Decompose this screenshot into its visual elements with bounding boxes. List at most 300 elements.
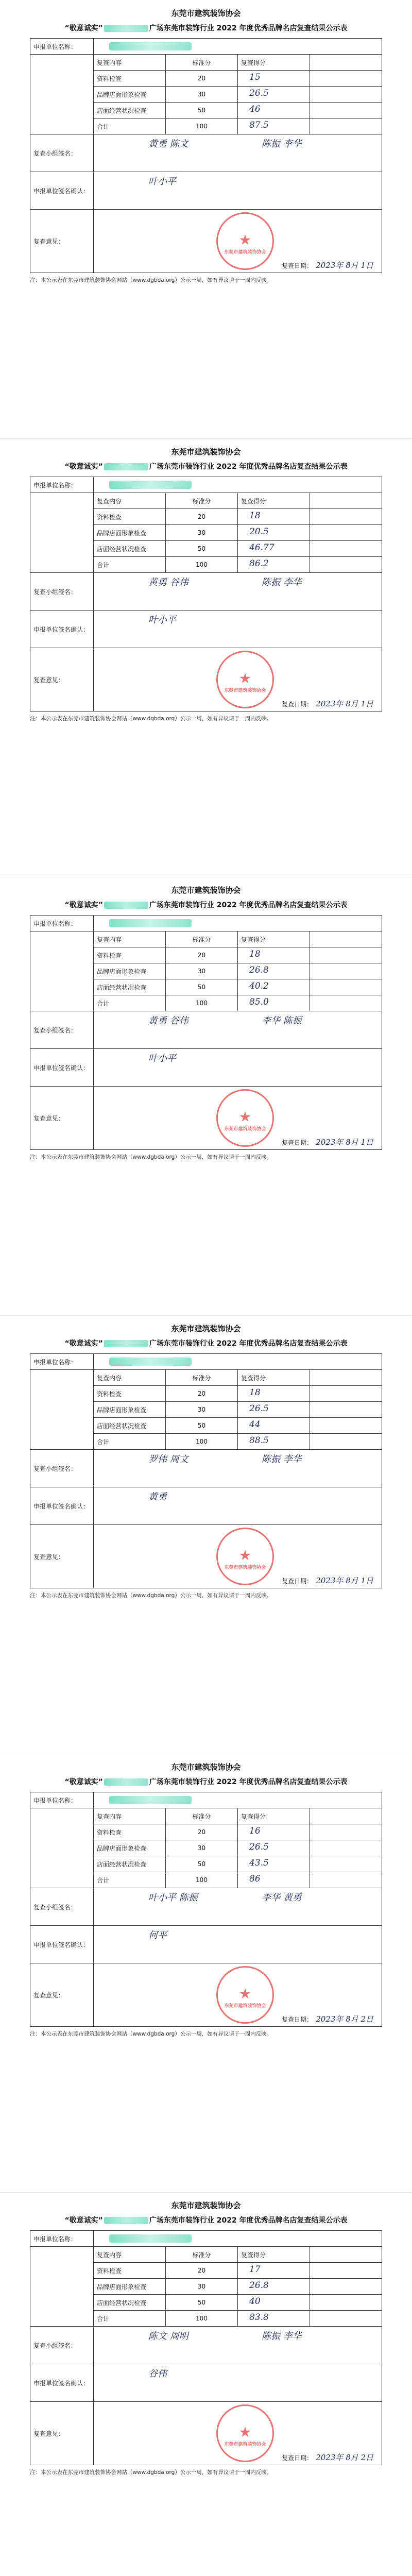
title-prefix: “敬意诚实” (64, 1778, 103, 1786)
result-operation-value: 43.5 (249, 1858, 269, 1868)
score-qualification: 20 (166, 1386, 238, 1402)
row-operation: 店面经营状况检查 (94, 2295, 166, 2311)
review-date (282, 1575, 373, 1586)
applicant-label: 申报单位名称： (30, 916, 94, 931)
blank-cell (310, 2311, 382, 2327)
redacted-applicant (109, 481, 192, 489)
applicant-name-cell (94, 1354, 382, 1370)
applicant-name-cell (94, 916, 382, 931)
row-office: 品牌店面形象检查 (94, 2279, 166, 2295)
signature-2: 陈振 李华 (262, 1454, 302, 1465)
score-total: 100 (166, 995, 238, 1011)
review-form-1 (0, 0, 412, 438)
score-total: 100 (166, 2311, 238, 2327)
official-seal (216, 1528, 274, 1585)
title-prefix: “敬意诚实” (64, 24, 103, 32)
review-table (30, 477, 382, 711)
result-qualification-value: 15 (249, 72, 261, 82)
signature-area (97, 1011, 379, 1048)
blank-cell (310, 103, 382, 118)
result-operation (238, 1418, 310, 1434)
score-office: 30 (166, 1840, 238, 1856)
date-value: 2023年 8月 1日 (316, 1576, 373, 1585)
score-operation: 50 (166, 103, 238, 118)
blank-right (310, 931, 382, 947)
blank-cell (310, 1402, 382, 1418)
blank-cell (310, 2295, 382, 2311)
blank-right (310, 2247, 382, 2263)
row-office: 品牌店面形象检查 (94, 87, 166, 103)
form-body (30, 884, 382, 1161)
confirm-label: 申报单位签名确认： (30, 1049, 94, 1087)
review-date (282, 260, 373, 270)
footnote: 注：本公示表在东莞市建筑装饰协会网站（www.dgbda.org）公示一周，如有异议请于一周内反映。 (30, 1154, 272, 1160)
blank-cell (310, 995, 382, 1011)
result-total-value: 83.8 (249, 2312, 269, 2323)
result-header: 复查得分 (238, 2247, 310, 2263)
footnote: 注：本公示表在东莞市建筑装饰协会网站（www.dgbda.org）公示一周，如有异议请于一周内反映。 (30, 1592, 272, 1599)
row-total: 合计 (94, 995, 166, 1011)
result-operation-value: 46.77 (249, 543, 274, 553)
confirm-area (97, 2364, 379, 2401)
review-date (282, 1137, 373, 1147)
form-body (30, 446, 382, 722)
blank-cell (310, 557, 382, 573)
blank-cell (310, 963, 382, 979)
opinion-label: 复查意见： (30, 210, 94, 273)
footnote: 注：本公示表在东莞市建筑装饰协会网站（www.dgbda.org）公示一周，如有异议请于一周内反映。 (30, 277, 272, 283)
title-suffix: 广场东莞市装饰行业 2022 年度优秀品牌名店复查结果公示表 (149, 463, 348, 471)
blank-cell (310, 1840, 382, 1856)
opinion-cell (94, 648, 382, 711)
blank-cell (310, 118, 382, 134)
row-qualification: 资料检查 (94, 2263, 166, 2279)
row-office: 品牌店面形象检查 (94, 525, 166, 541)
result-operation-value: 40 (249, 2296, 261, 2307)
score-qualification: 20 (166, 2263, 238, 2279)
redacted-applicant (109, 1796, 192, 1804)
official-seal (216, 651, 274, 708)
blank-cell (310, 541, 382, 557)
item-header: 复查内容 (94, 1370, 166, 1386)
signature-area (97, 1450, 379, 1487)
seal-text: 东莞市建筑装饰协会 (224, 2004, 266, 2009)
row-qualification: 资料检查 (94, 1386, 166, 1402)
page-divider (0, 2192, 412, 2193)
redacted-name (104, 2217, 148, 2224)
result-operation (238, 103, 310, 118)
signer-cell (94, 134, 382, 172)
opinion-cell (94, 2402, 382, 2465)
score-qualification: 20 (166, 509, 238, 525)
seal-text: 东莞市建筑装饰协会 (224, 1127, 266, 1132)
result-total (238, 2311, 310, 2327)
official-seal (216, 1089, 274, 1147)
applicant-name-cell (94, 477, 382, 493)
title-prefix: “敬意诚实” (64, 463, 103, 471)
confirm-label: 申报单位签名确认： (30, 172, 94, 210)
title-prefix: “敬意诚实” (64, 2216, 103, 2225)
title-prefix: “敬意诚实” (64, 1340, 103, 1348)
applicant-name-cell (94, 2231, 382, 2247)
opinion-area (97, 1525, 379, 1588)
official-seal (216, 212, 274, 270)
association-name: 东莞市建筑装饰协会 (171, 2201, 241, 2210)
applicant-label: 申报单位名称： (30, 2231, 94, 2247)
confirm-cell (94, 172, 382, 210)
opinion-area (97, 1087, 379, 1149)
signature-2: 陈振 李华 (262, 139, 302, 149)
redacted-name (104, 463, 148, 470)
date-value: 2023年 8月 1日 (316, 1138, 373, 1147)
signature-2: 李华 陈振 (262, 1015, 302, 1026)
confirm-cell (94, 1926, 382, 1963)
redacted-name (104, 902, 148, 909)
blank-right (310, 493, 382, 509)
result-office-value: 26.5 (249, 1842, 269, 1852)
score-qualification: 20 (166, 1824, 238, 1840)
result-operation-value: 40.2 (249, 981, 269, 991)
form-body (30, 7, 382, 284)
blank-cell (310, 87, 382, 103)
signature-1: 叶小平 陈振 (148, 1892, 198, 1903)
signer-cell (94, 1011, 382, 1049)
result-operation (238, 1856, 310, 1872)
row-total: 合计 (94, 1434, 166, 1450)
signature-1: 黄勇 陈文 (148, 139, 188, 149)
result-office (238, 1402, 310, 1418)
result-qualification (238, 2263, 310, 2279)
result-header: 复查得分 (238, 1370, 310, 1386)
official-seal (216, 2404, 274, 2462)
blank-cell (310, 71, 382, 87)
result-total-value: 85.0 (249, 997, 269, 1007)
date-label: 复查日期： (282, 701, 313, 708)
item-header: 复查内容 (94, 2247, 166, 2263)
title-suffix: 广场东莞市装饰行业 2022 年度优秀品牌名店复查结果公示表 (149, 901, 348, 909)
row-office: 品牌店面形象检查 (94, 1840, 166, 1856)
form-title (30, 1338, 382, 1349)
score-header: 标准分 (166, 2247, 238, 2263)
form-title (30, 2215, 382, 2226)
blank-left (30, 2247, 94, 2327)
result-operation-value: 46 (249, 104, 261, 114)
date-label: 复查日期： (282, 262, 313, 269)
row-total: 合计 (94, 118, 166, 134)
review-date (282, 2452, 373, 2463)
signer-label: 复查小组签名： (30, 1011, 94, 1049)
signer-label: 复查小组签名： (30, 573, 94, 611)
blank-cell (310, 1418, 382, 1434)
signer-cell (94, 2327, 382, 2364)
association-name: 东莞市建筑装饰协会 (171, 886, 241, 895)
result-total-value: 88.5 (249, 1435, 269, 1446)
blank-left (30, 55, 94, 134)
footnote: 注：本公示表在东莞市建筑装饰协会网站（www.dgbda.org）公示一周，如有异议请于一周内反映。 (30, 2031, 272, 2037)
review-form-6 (0, 2192, 412, 2576)
score-qualification: 20 (166, 947, 238, 963)
opinion-label: 复查意见： (30, 2402, 94, 2465)
form-title (30, 23, 382, 34)
date-label: 复查日期： (282, 1139, 313, 1146)
date-value: 2023年 8月 2日 (316, 2014, 373, 2024)
confirm-signature: 叶小平 (148, 1053, 176, 1064)
form-body (30, 1323, 382, 1599)
signature-1: 陈文 周明 (148, 2331, 188, 2342)
signer-label: 复查小组签名： (30, 1888, 94, 1926)
title-suffix: 广场东莞市装饰行业 2022 年度优秀品牌名店复查结果公示表 (149, 2216, 348, 2225)
date-label: 复查日期： (282, 2454, 313, 2462)
confirm-label: 申报单位签名确认： (30, 1926, 94, 1963)
signature-area (97, 134, 379, 172)
title-suffix: 广场东莞市装饰行业 2022 年度优秀品牌名店复查结果公示表 (149, 24, 348, 32)
blank-left (30, 1370, 94, 1450)
blank-cell (310, 979, 382, 995)
result-operation-value: 44 (249, 1419, 261, 1430)
opinion-label: 复查意见： (30, 1525, 94, 1588)
review-table (30, 2230, 382, 2465)
score-header: 标准分 (166, 1808, 238, 1824)
result-header: 复查得分 (238, 1808, 310, 1824)
confirm-signature: 叶小平 (148, 615, 176, 625)
result-office-value: 26.5 (249, 1403, 269, 1414)
redacted-applicant (109, 42, 192, 50)
review-form-4 (0, 1315, 412, 1754)
redacted-applicant (109, 919, 192, 927)
confirm-area (97, 611, 379, 648)
result-total-value: 86.2 (249, 558, 269, 569)
result-qualification (238, 1386, 310, 1402)
review-table (30, 1353, 382, 1588)
confirm-label: 申报单位签名确认： (30, 2364, 94, 2402)
result-office (238, 525, 310, 541)
result-office (238, 963, 310, 979)
review-table (30, 38, 382, 273)
item-header: 复查内容 (94, 931, 166, 947)
date-value: 2023年 8月 1日 (316, 699, 373, 708)
applicant-label: 申报单位名称： (30, 477, 94, 493)
redacted-name (104, 1340, 148, 1347)
score-operation: 50 (166, 1856, 238, 1872)
row-qualification: 资料检查 (94, 71, 166, 87)
result-total-value: 87.5 (249, 120, 269, 130)
result-total (238, 995, 310, 1011)
blank-left (30, 493, 94, 573)
result-total (238, 557, 310, 573)
score-total: 100 (166, 1872, 238, 1888)
confirm-area (97, 172, 379, 209)
association-name: 东莞市建筑装饰协会 (171, 1324, 241, 1333)
score-office: 30 (166, 87, 238, 103)
opinion-area (97, 1963, 379, 2026)
association-name: 东莞市建筑装饰协会 (171, 9, 241, 18)
form-title (30, 900, 382, 911)
signature-1: 罗伟 周文 (148, 1454, 188, 1465)
signer-label: 复查小组签名： (30, 1450, 94, 1487)
blank-cell (310, 2279, 382, 2295)
result-office-value: 26.8 (249, 965, 269, 975)
opinion-area (97, 210, 379, 273)
blank-cell (310, 1856, 382, 1872)
seal-text: 东莞市建筑装饰协会 (224, 250, 266, 255)
row-operation: 店面经营状况检查 (94, 979, 166, 995)
confirm-cell (94, 611, 382, 648)
result-qualification (238, 71, 310, 87)
result-office (238, 2279, 310, 2295)
result-operation (238, 541, 310, 557)
signature-2: 李华 黄勇 (262, 1892, 302, 1903)
result-operation (238, 979, 310, 995)
confirm-signature: 谷伟 (148, 2368, 167, 2379)
redacted-applicant (109, 1358, 192, 1366)
confirm-cell (94, 1049, 382, 1087)
row-qualification: 资料检查 (94, 1824, 166, 1840)
result-header: 复查得分 (238, 55, 310, 71)
row-operation: 店面经营状况检查 (94, 1418, 166, 1434)
score-operation: 50 (166, 979, 238, 995)
signature-area (97, 573, 379, 610)
review-form-2 (0, 438, 412, 877)
score-operation: 50 (166, 2295, 238, 2311)
signer-cell (94, 1888, 382, 1926)
opinion-label: 复查意见： (30, 1087, 94, 1150)
applicant-label: 申报单位名称： (30, 1354, 94, 1370)
row-total: 合计 (94, 1872, 166, 1888)
date-label: 复查日期： (282, 2016, 313, 2023)
confirm-cell (94, 1487, 382, 1525)
result-office (238, 1840, 310, 1856)
form-title (30, 1776, 382, 1788)
association-name: 东莞市建筑装饰协会 (171, 1762, 241, 1772)
confirm-signature: 何平 (148, 1930, 167, 1941)
result-total-value: 86 (249, 1874, 261, 1884)
blank-cell (310, 2263, 382, 2279)
confirm-label: 申报单位签名确认： (30, 611, 94, 648)
signature-2: 陈振 李华 (262, 2331, 302, 2342)
row-office: 品牌店面形象检查 (94, 963, 166, 979)
signer-cell (94, 573, 382, 611)
blank-cell (310, 1824, 382, 1840)
redacted-name (104, 1778, 148, 1786)
blank-right (310, 1370, 382, 1386)
result-office (238, 87, 310, 103)
score-total: 100 (166, 118, 238, 134)
association-name: 东莞市建筑装饰协会 (171, 447, 241, 456)
signature-1: 黄勇 谷伟 (148, 577, 188, 588)
applicant-label: 申报单位名称： (30, 39, 94, 55)
score-total: 100 (166, 1434, 238, 1450)
confirm-area (97, 1487, 379, 1524)
score-operation: 50 (166, 1418, 238, 1434)
score-office: 30 (166, 2279, 238, 2295)
opinion-label: 复查意见： (30, 648, 94, 711)
signer-label: 复查小组签名： (30, 2327, 94, 2364)
opinion-cell (94, 210, 382, 273)
blank-cell (310, 947, 382, 963)
result-total (238, 1872, 310, 1888)
result-qualification (238, 947, 310, 963)
redacted-name (104, 25, 148, 32)
score-office: 30 (166, 525, 238, 541)
page-divider (0, 438, 412, 439)
review-date (282, 698, 373, 709)
signature-2: 陈振 李华 (262, 577, 302, 588)
item-header: 复查内容 (94, 1808, 166, 1824)
confirm-cell (94, 2364, 382, 2402)
blank-left (30, 1808, 94, 1888)
signer-cell (94, 1450, 382, 1487)
score-office: 30 (166, 963, 238, 979)
score-qualification: 20 (166, 71, 238, 87)
opinion-area (97, 648, 379, 711)
score-header: 标准分 (166, 493, 238, 509)
signer-label: 复查小组签名： (30, 134, 94, 172)
confirm-signature: 黄勇 (148, 1492, 167, 1502)
score-header: 标准分 (166, 1370, 238, 1386)
blank-right (310, 1808, 382, 1824)
signature-area (97, 2327, 379, 2364)
date-value: 2023年 8月 1日 (316, 261, 373, 270)
row-operation: 店面经营状况检查 (94, 103, 166, 118)
result-header: 复查得分 (238, 493, 310, 509)
review-date (282, 2013, 373, 2024)
result-office-value: 26.8 (249, 2280, 269, 2291)
item-header: 复查内容 (94, 55, 166, 71)
row-total: 合计 (94, 2311, 166, 2327)
row-office: 品牌店面形象检查 (94, 1402, 166, 1418)
review-table (30, 1792, 382, 2027)
opinion-cell (94, 1087, 382, 1150)
result-qualification-value: 16 (249, 1826, 261, 1836)
title-prefix: “敬意诚实” (64, 901, 103, 909)
blank-cell (310, 1386, 382, 1402)
score-total: 100 (166, 557, 238, 573)
seal-text: 东莞市建筑装饰协会 (224, 2442, 266, 2447)
seal-text: 东莞市建筑装饰协会 (224, 688, 266, 693)
confirm-signature: 叶小平 (148, 176, 176, 187)
blank-cell (310, 1872, 382, 1888)
title-suffix: 广场东莞市装饰行业 2022 年度优秀品牌名店复查结果公示表 (149, 1778, 348, 1786)
official-seal (216, 1966, 274, 2024)
result-total (238, 118, 310, 134)
opinion-cell (94, 1963, 382, 2027)
signature-area (97, 1888, 379, 1925)
result-qualification-value: 18 (249, 1387, 261, 1398)
result-qualification (238, 509, 310, 525)
blank-left (30, 931, 94, 1011)
opinion-area (97, 2402, 379, 2465)
result-qualification-value: 18 (249, 511, 261, 521)
score-operation: 50 (166, 541, 238, 557)
date-label: 复查日期： (282, 1578, 313, 1585)
opinion-cell (94, 1525, 382, 1588)
confirm-area (97, 1926, 379, 1963)
seal-text: 东莞市建筑装饰协会 (224, 1565, 266, 1570)
blank-cell (310, 1434, 382, 1450)
result-operation (238, 2295, 310, 2311)
signature-1: 黄勇 谷伟 (148, 1015, 188, 1026)
confirm-label: 申报单位签名确认： (30, 1487, 94, 1525)
blank-cell (310, 525, 382, 541)
review-table (30, 915, 382, 1150)
form-title (30, 461, 382, 472)
row-total: 合计 (94, 557, 166, 573)
row-qualification: 资料检查 (94, 947, 166, 963)
row-operation: 店面经营状况检查 (94, 1856, 166, 1872)
redacted-applicant (109, 2234, 192, 2243)
result-qualification-value: 17 (249, 2264, 261, 2275)
blank-cell (310, 509, 382, 525)
